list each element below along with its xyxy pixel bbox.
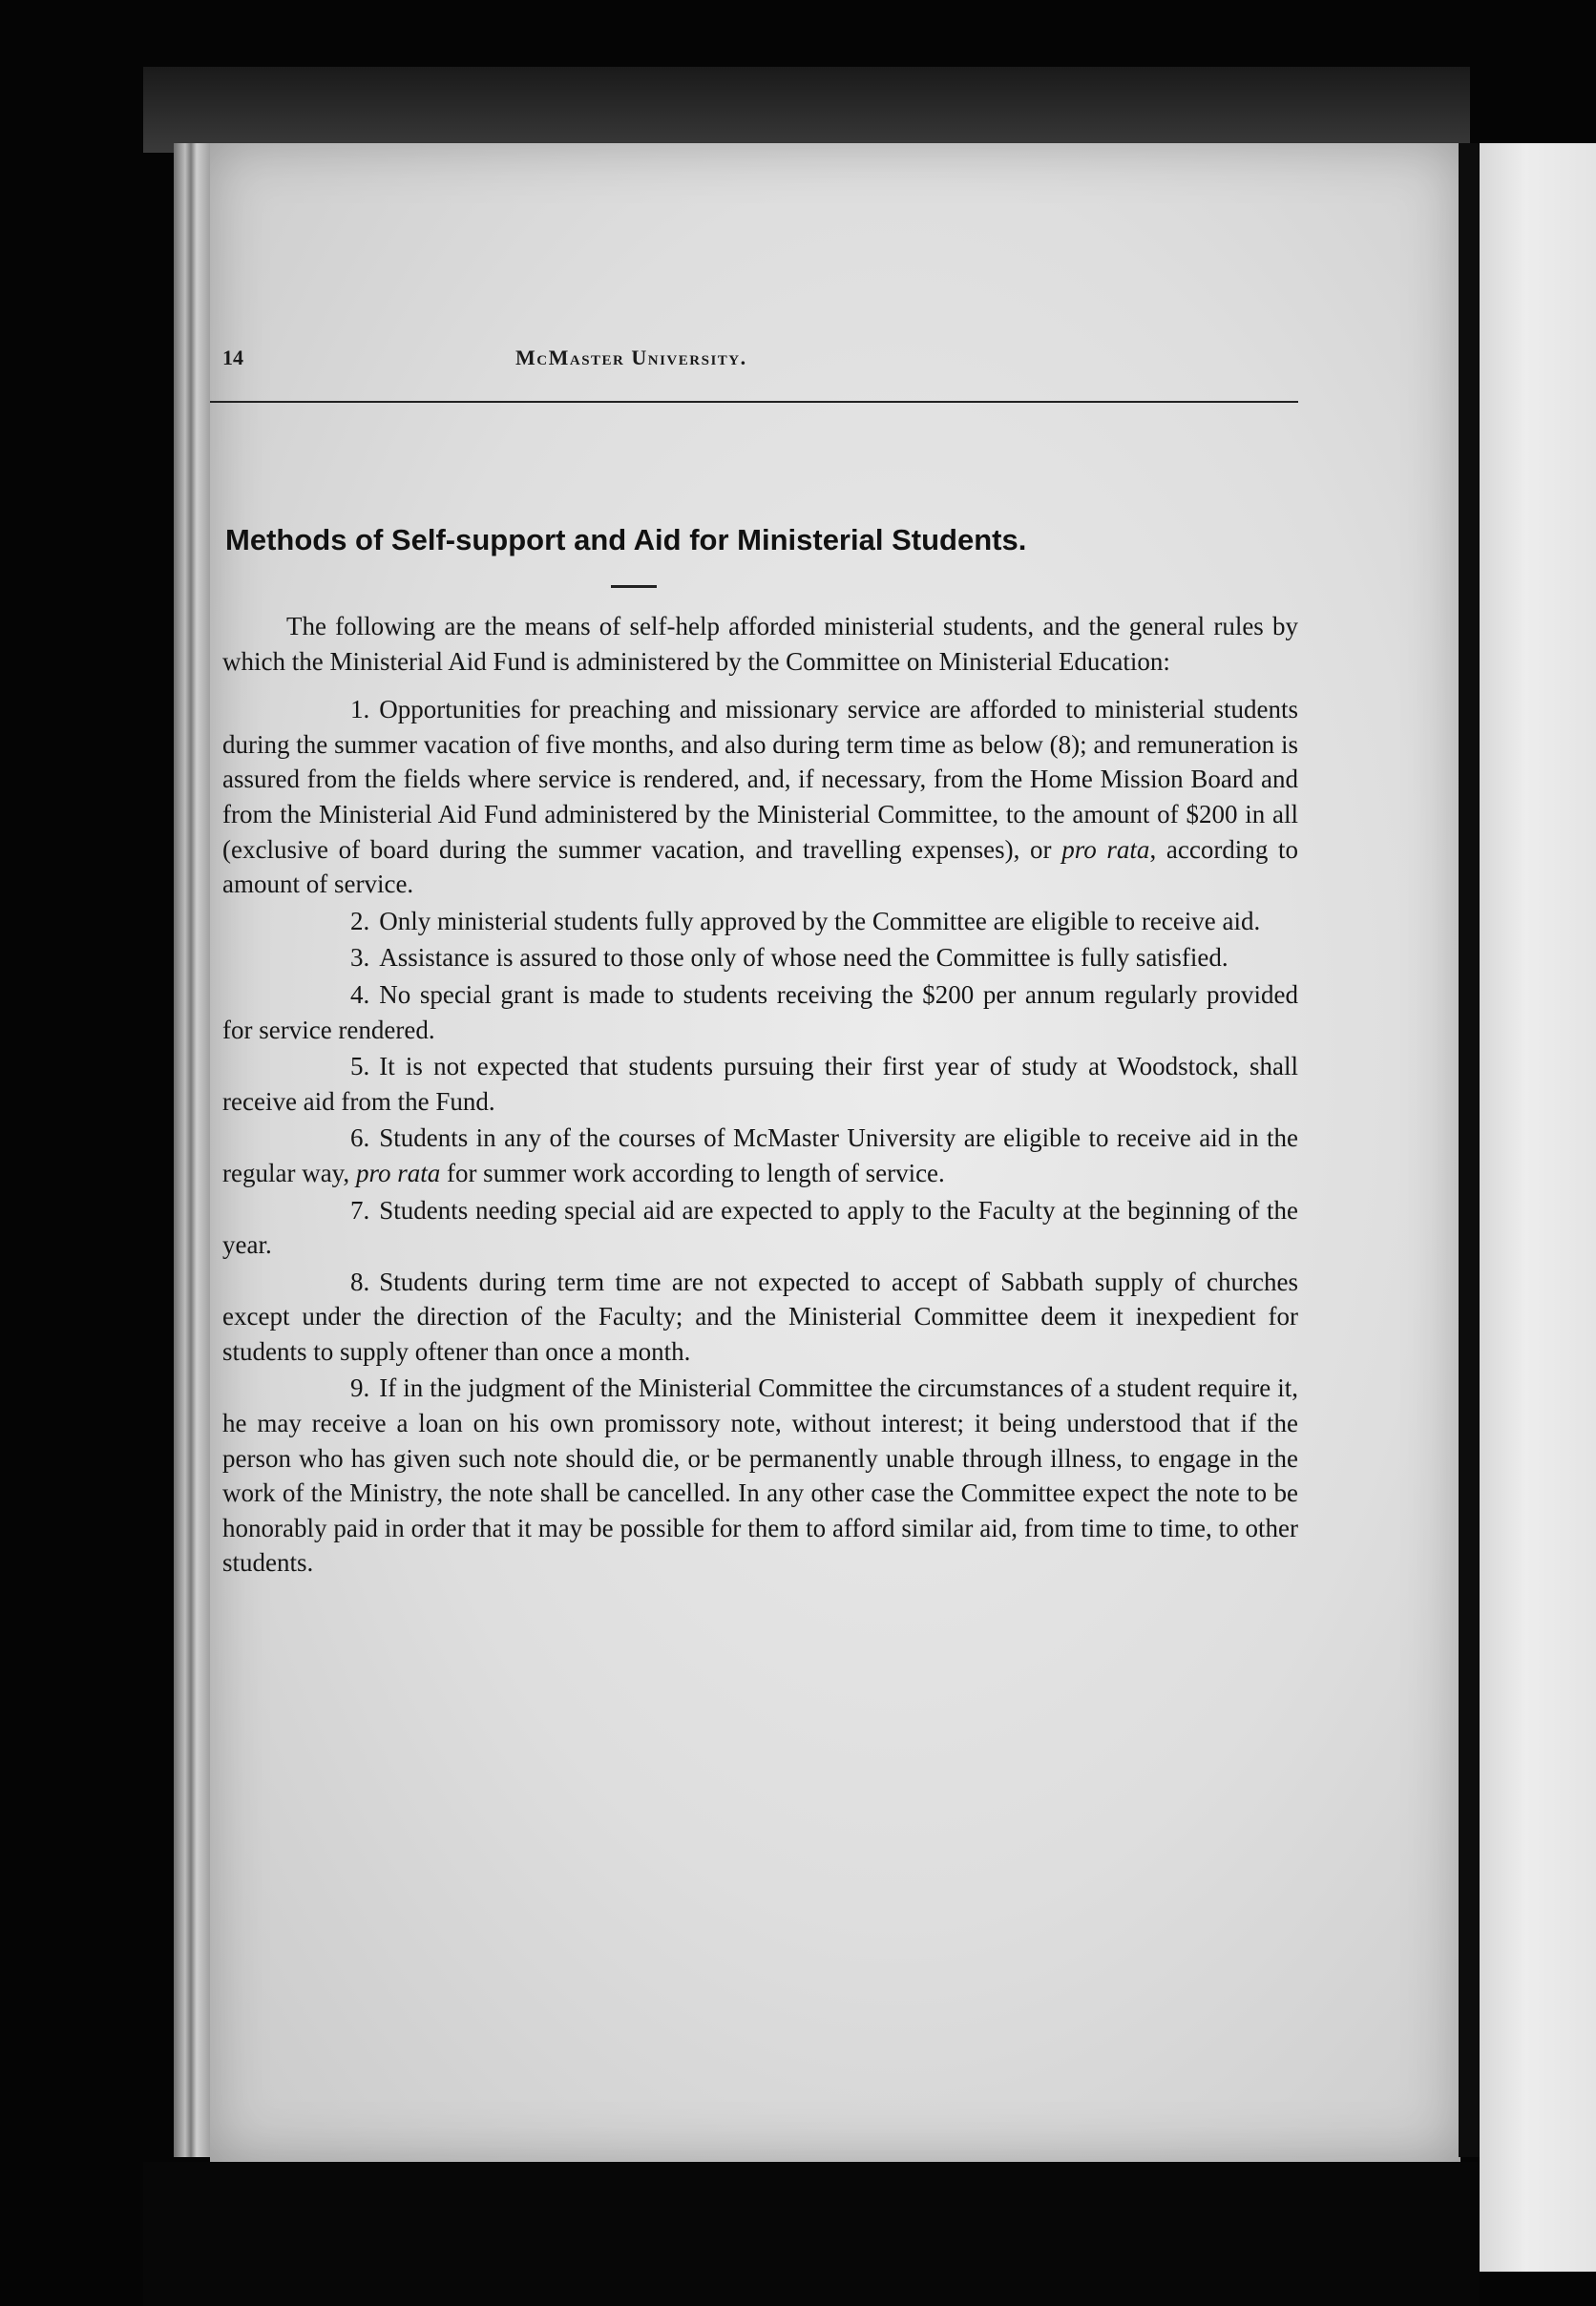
rule-text: It is not expected that students pursuing their first year of study at Woodstock, shall receive aid from the Fund.: [222, 1052, 1298, 1116]
rule-item: [222, 1371, 1298, 1581]
binding-shadow: [1459, 143, 1480, 2157]
rule-number: 4.: [350, 979, 370, 1009]
rule-item: [222, 1121, 1298, 1190]
rule-number: 2.: [350, 906, 370, 935]
scan-border-bottom: [143, 2162, 1480, 2306]
rule-item: [222, 1193, 1298, 1263]
scan-border-top: [143, 67, 1470, 153]
rule-item: [222, 904, 1298, 939]
page-gutter-edge: [174, 143, 212, 2157]
rule-text-end: , according to amount of service.: [222, 834, 1298, 899]
rule-number: 5.: [350, 1052, 370, 1081]
rule-italic: pro rata: [1061, 834, 1150, 864]
rule-text: If in the judgment of the Ministerial Committee the circumstances of a student require it, he may receive a loan on his own promissory note, without interest; it being understood that if the person who has given such note should die, or be permanently unable through illness, to engage in the work of the Ministry, the note shall be cancelled. In any other case the Committee expect the note to be honorably paid in order that it may be possible for them to afford similar aid, from time to time, to other students.: [222, 1373, 1298, 1578]
rule-number: 1.: [350, 695, 370, 724]
rule-text: Opportunities for preaching and missionary service are afforded to ministerial students during the summer vacation of five months, and also during term time as below (8); and remuneration is assured from the fields where service is rendered, and, if necessary, from the Home Mission Board and from the Ministerial Aid Fund administered by the Ministerial Committee, to the amount of $200 in all (exclusive of board during the summer vacation, and travelling expenses), or: [222, 695, 1298, 864]
rule-text: Assistance is assured to those only of whose need the Committee is fully satisfied.: [379, 943, 1228, 973]
rule-text: Students needing special aid are expected to apply to the Faculty at the beginning of the year.: [222, 1195, 1298, 1260]
rule-text-end: for summer work according to length of service.: [440, 1158, 945, 1187]
rule-text: No special grant is made to students receiving the $200 per annum regularly provided for service rendered.: [222, 979, 1298, 1044]
rule-item: [222, 977, 1298, 1047]
page-number: 14: [222, 346, 243, 369]
rule-item: [222, 692, 1298, 902]
running-title: McMaster University.: [515, 346, 747, 369]
rule-text: Only ministerial students fully approved by the Committee are eligible to receive aid.: [379, 906, 1261, 935]
facing-page-edge: [1480, 143, 1596, 2272]
body-text: [222, 609, 1298, 1583]
rule-item: [222, 1049, 1298, 1119]
rule-number: 6.: [350, 1123, 370, 1153]
rule-number: 9.: [350, 1373, 370, 1403]
rule-text: Students during term time are not expected to accept of Sabbath supply of churches except under the direction of the Faculty; and the Ministerial Committee deem it inexpedient for students to supply oftener than once a month.: [222, 1267, 1298, 1366]
rule-item: [222, 940, 1298, 975]
title-rule: [611, 585, 657, 588]
rule-item: [222, 1265, 1298, 1370]
running-head: [0, 346, 1596, 374]
rule-number: 8.: [350, 1267, 370, 1296]
section-title: Methods of Self-support and Aid for Ministerial Students.: [225, 523, 1027, 556]
rule-number: 7.: [350, 1195, 370, 1225]
rule-text: Students in any of the courses of McMaster University are eligible to receive aid in the regular way,: [222, 1123, 1298, 1187]
intro-paragraph: The following are the means of self-help afforded ministerial students, and the general rules by which the Ministerial Aid Fund is administered by the Committee on Ministerial Education:: [222, 612, 1298, 676]
rule-italic: pro rata: [355, 1158, 441, 1187]
header-rule: [210, 401, 1298, 403]
rule-number: 3.: [350, 943, 370, 973]
